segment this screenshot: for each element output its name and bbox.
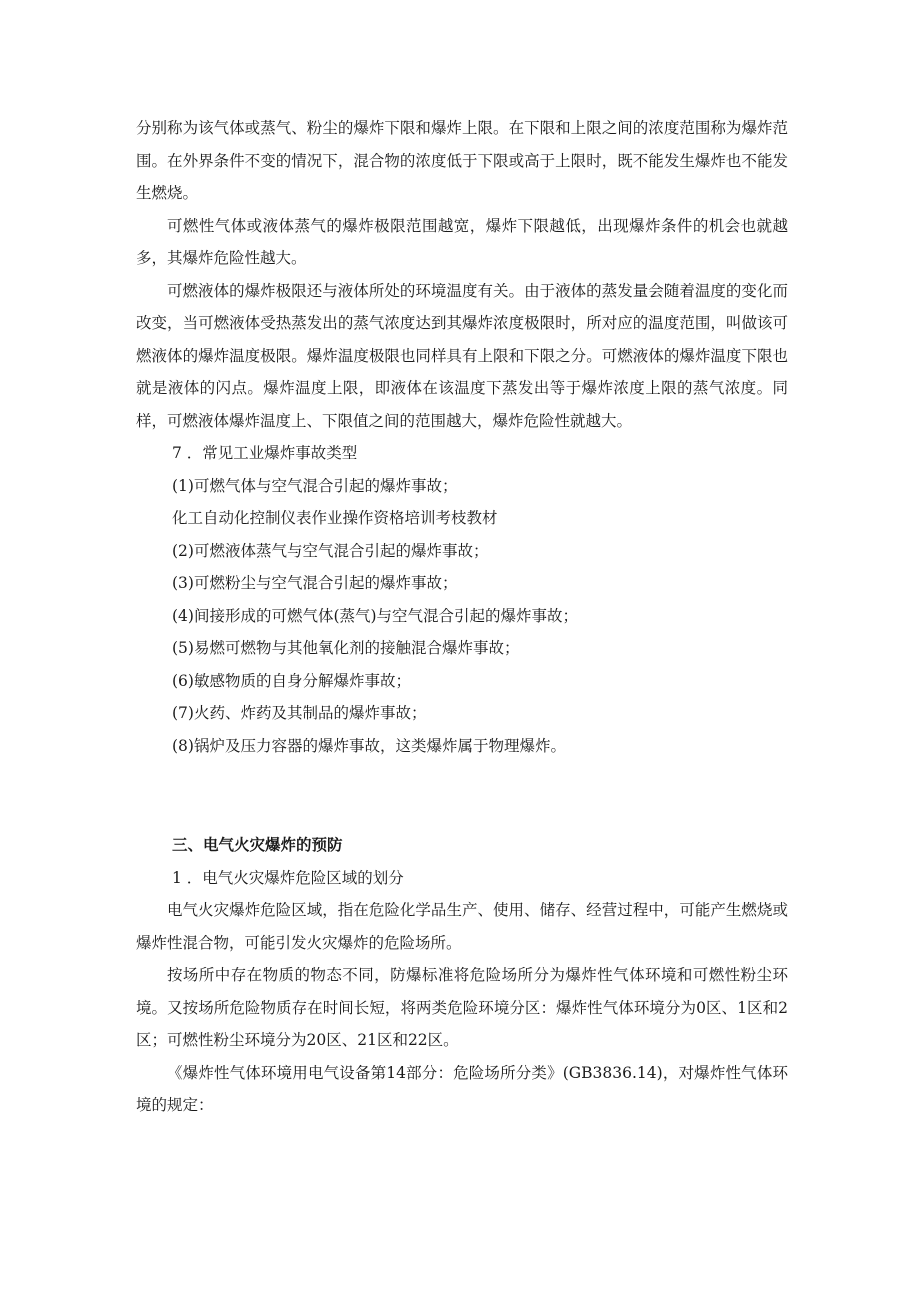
list-item: (1)可燃气体与空气混合引起的爆炸事故； [172, 476, 458, 495]
list-item: (2)可燃液体蒸气与空气混合引起的爆炸事故； [172, 541, 489, 560]
subheading-accident-types: 7 ．常见工业爆炸事故类型 [172, 444, 358, 462]
section-gap [136, 762, 788, 829]
paragraph-explosion-range: 可燃性气体或液体蒸气的爆炸极限范围越宽，爆炸下限越低，出现爆炸条件的机会也就越多，其爆炸危险性越大。 [136, 216, 788, 267]
paragraph-zone-classification: 按场所中存在物质的物态不同，防爆标准将危险场所分为爆炸性气体环境和可燃性粉尘环境。又按场所危险物质存在时间长短，将两类危险环境分区：爆炸性气体环境分为0区、1区和2区；可燃性粉尘环境分为20区、21区和22区。 [136, 966, 788, 1049]
list-item: (8)锅炉及压力容器的爆炸事故，这类爆炸属于物理爆炸。 [172, 736, 566, 755]
paragraph-gb3836-reference: 《爆炸性气体环境用电气设备第14部分：危险场所分类》(GB3836.14)，对爆炸性气体环境的规定： [136, 1063, 788, 1114]
list-item: (3)可燃粉尘与空气混合引起的爆炸事故； [172, 574, 458, 592]
list-item: (7)火药、炸药及其制品的爆炸事故； [172, 704, 427, 722]
subheading-hazard-zones: 1 ．电气火灾爆炸危险区域的划分 [172, 868, 404, 887]
list-item: 化工自动化控制仪表作业操作资格培训考枝教材 [172, 509, 498, 527]
paragraph-explosion-limits: 分别称为该气体或蒸气、粉尘的爆炸下限和爆炸上限。在下限和上限之间的浓度范围称为爆炸范围。在外界条件不变的情况下，混合物的浓度低于下限或高于上限时，既不能发生爆炸也不能发生燃烧。 [136, 119, 788, 202]
section-heading: 三、电气火灾爆炸的预防 [172, 836, 343, 854]
paragraph-temperature-limits: 可燃液体的爆炸极限还与液体所处的环境温度有关。由于液体的蒸发量会随着温度的变化而改变，当可燃液体受热蒸发出的蒸气浓度达到其爆炸浓度极限时，所对应的温度范围，叫做该可燃液体的爆炸温度极限。爆炸温度极限也同样具有上限和下限之分。可燃液体的爆炸温度下限也就是液体的闪点。爆炸温度上限，即液体在该温度下蒸发出等于爆炸浓度上限的蒸气浓度。同样，可燃液体爆炸温度上、下限值之间的范围越大，爆炸危险性就越大。 [136, 281, 788, 430]
paragraph-hazard-area-definition: 电气火灾爆炸危险区域，指在危险化学品生产、使用、储存、经营过程中，可能产生燃烧或爆炸性混合物，可能引发火灾爆炸的危险场所。 [136, 901, 788, 952]
page-content [136, 112, 788, 1122]
list-item: (4)间接形成的可燃气体(蒸气)与空气混合引起的爆炸事故； [172, 606, 579, 625]
list-item: (6)敏感物质的自身分解爆炸事故； [172, 671, 411, 690]
list-item: (5)易燃可燃物与其他氧化剂的接触混合爆炸事故； [172, 639, 520, 657]
